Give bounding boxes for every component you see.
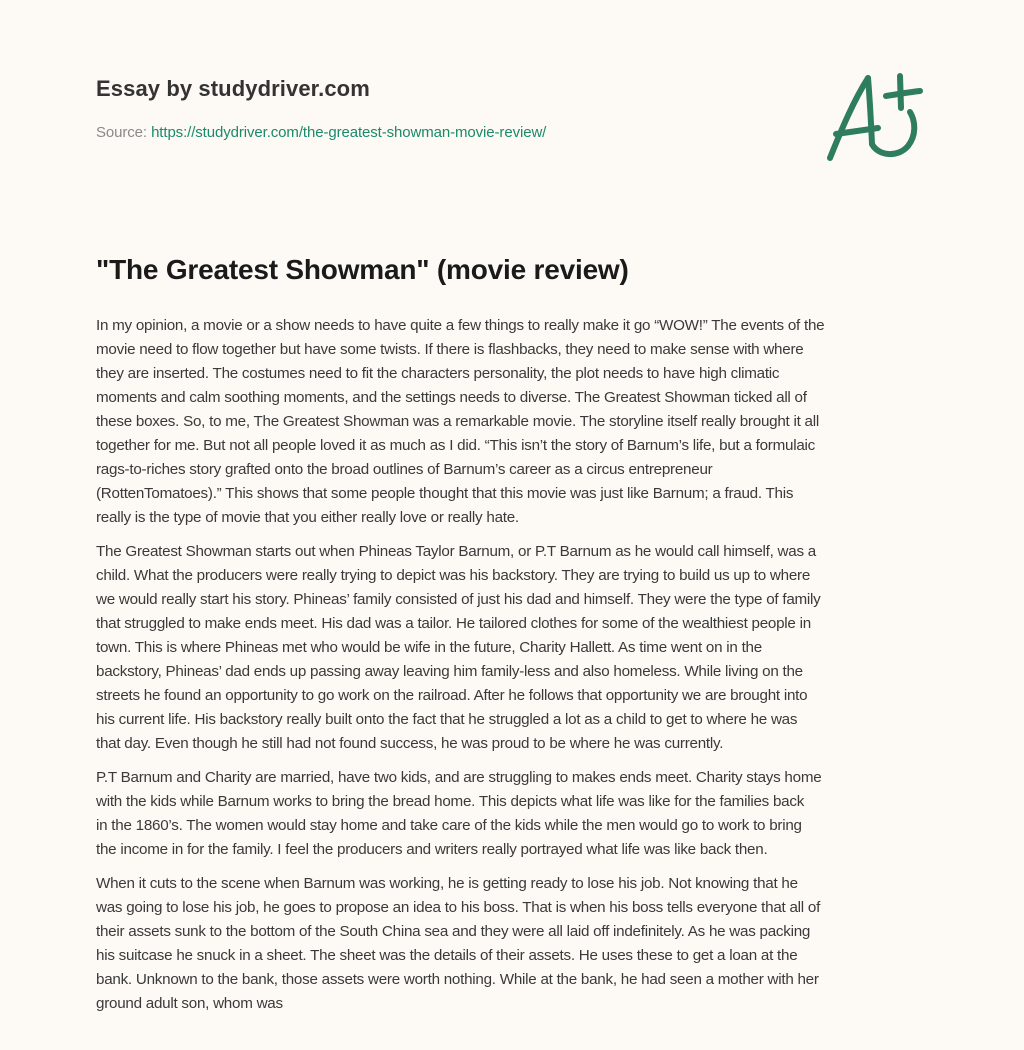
essay-paragraph-4 [96, 872, 936, 1016]
paragraph-line: ground adult son, whom was [96, 995, 283, 1012]
paragraph-line: that struggled to make ends meet. His dad was a tailor. He tailored clothes for some of the wealthiest people in [96, 615, 811, 632]
paragraph-line: the income in for the family. I feel the producers and writers really portrayed what life was like back then. [96, 841, 768, 858]
paragraph-line: really is the type of movie that you either really love or really hate. [96, 509, 519, 526]
paragraph-line: When it cuts to the scene when Barnum was working, he is getting ready to lose his job. Not knowing that he [96, 875, 798, 892]
paragraph-line: these boxes. So, to me, The Greatest Showman was a remarkable movie. The storyline itself really brought it all [96, 413, 819, 430]
paragraph-line: in the 1860’s. The women would stay home and take care of the kids while the men would go to work to bring [96, 817, 802, 834]
a-plus-grade-icon [820, 66, 930, 166]
essay-paragraph-3 [96, 766, 936, 862]
source-line [96, 124, 546, 141]
paragraph-line: their assets sunk to the bottom of the South China sea and they were all laid off indefinitely. As he was packing [96, 923, 811, 940]
paragraph-line: rags-to-riches story grafted onto the broad outlines of Barnum’s career as a circus entrepreneur [96, 461, 713, 478]
paragraph-line: we would really start his story. Phineas’ family consisted of just his dad and himself. They were the type of family [96, 591, 821, 608]
essay-body [96, 314, 936, 1026]
site-brand: Essay by studydriver.com [96, 76, 370, 101]
paragraph-line: (RottenTomatoes).” This shows that some people thought that this movie was just like Barnum; a fraud. This [96, 485, 794, 502]
essay-paragraph-2 [96, 540, 936, 756]
paragraph-line: together for me. But not all people loved it as much as I did. “This isn’t the story of Barnum’s life, but a formulaic [96, 437, 815, 454]
paragraph-line: In my opinion, a movie or a show needs to have quite a few things to really make it go “WOW!” The events of the [96, 317, 825, 334]
paragraph-line: streets he found an opportunity to go work on the railroad. After he follows that opportunity we are brought into [96, 687, 808, 704]
essay-paragraph-1 [96, 314, 936, 530]
page-header [96, 0, 928, 200]
essay-title: "The Greatest Showman" (movie review) [96, 254, 629, 285]
paragraph-line: P.T Barnum and Charity are married, have two kids, and are struggling to makes ends meet. Charity stays home [96, 769, 822, 786]
paragraph-line: was going to lose his job, he goes to propose an idea to his boss. That is when his boss tells everyone that all of [96, 899, 821, 916]
paragraph-line: child. What the producers were really trying to depict was his backstory. They are trying to build us up to where [96, 567, 811, 584]
source-label: Source: [96, 124, 152, 141]
paragraph-line: town. This is where Phineas met who would be wife in the future, Charity Hallett. As time went on in the [96, 639, 762, 656]
paragraph-line: backstory, Phineas’ dad ends up passing away leaving him family-less and also homeless. While living on the [96, 663, 803, 680]
paragraph-line: moments and calm soothing moments, and the settings needs to diverse. The Greatest Showman ticked all of [96, 389, 807, 406]
source-link[interactable]: https://studydriver.com/the-greatest-showman-movie-review/ [151, 124, 547, 141]
paragraph-line: movie need to flow together but have some twists. If there is flashbacks, they need to make sense with where [96, 341, 804, 358]
paragraph-line: his current life. His backstory really built onto the fact that he struggled a lot as a child to get to where he was [96, 711, 798, 728]
paragraph-line: bank. Unknown to the bank, those assets were worth nothing. While at the bank, he had seen a mother with her [96, 971, 819, 988]
paragraph-line: that day. Even though he still had not found success, he was proud to be where he was currently. [96, 735, 724, 752]
paragraph-line: they are inserted. The costumes need to fit the characters personality, the plot needs to have high climatic [96, 365, 780, 382]
paragraph-line: his suitcase he snuck in a sheet. The sheet was the details of their assets. He uses these to get a loan at the [96, 947, 798, 964]
paragraph-line: with the kids while Barnum works to bring the bread home. This depicts what life was like for the families back [96, 793, 805, 810]
paragraph-line: The Greatest Showman starts out when Phineas Taylor Barnum, or P.T Barnum as he would call himself, was a [96, 543, 816, 560]
